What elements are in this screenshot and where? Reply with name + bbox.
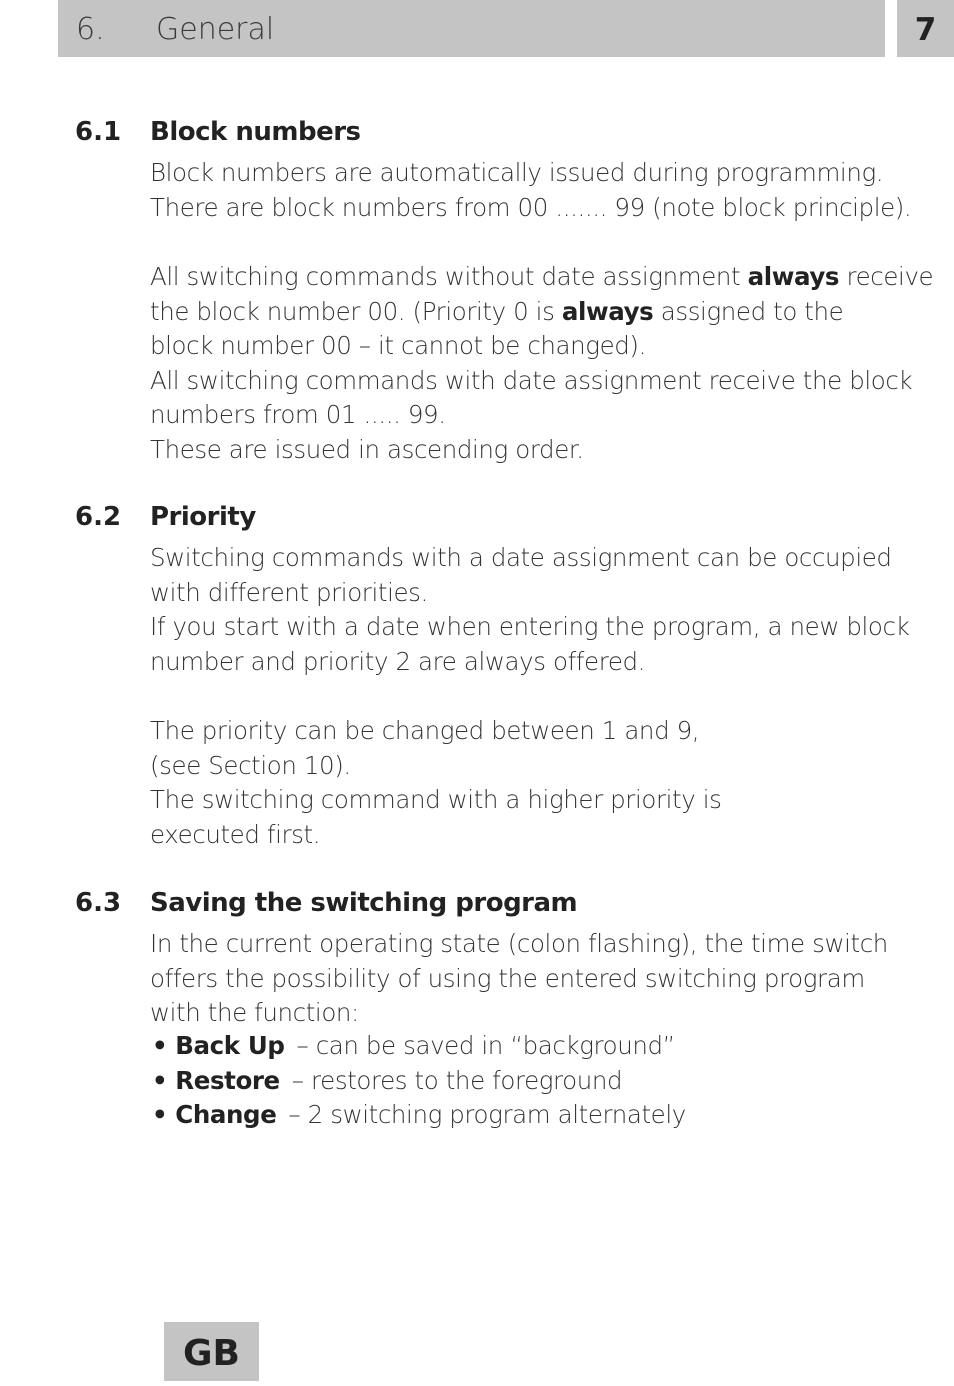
section-number: 6.3 [75,888,122,918]
text-line: The switching command with a higher priority is [150,785,722,814]
text-line: There are block numbers from 00 ....... 99 (note block principle). [150,192,912,222]
bullet-icon: • [152,1031,168,1060]
text-line: executed first. [150,819,321,849]
paragraph [150,927,888,1031]
paragraph [150,260,933,467]
list-item-restore [152,1066,622,1095]
text-line: the block number 00. (Priority 0 is always assigned to the [150,296,844,326]
language-code: GB [183,1333,240,1374]
page-number-box [897,0,954,57]
section-title: Priority [150,502,256,532]
section-title: Saving the switching program [150,888,578,918]
paragraph [150,156,911,225]
text-line: (see Section 10). [150,750,351,780]
text-line: offers the possibility of using the entered switching program [150,963,865,993]
bullet-text: – can be saved in “background” [296,1031,675,1060]
text-line: These are issued in ascending order. [150,434,584,464]
text-line: block number 00 – it cannot be changed). [150,331,646,360]
emphasis: always [747,262,840,291]
list-item-change [152,1100,686,1129]
chapter-header [58,0,885,57]
text-line: In the current operating state (colon flashing), the time switch [150,929,888,958]
text-line: Block numbers are automatically issued during programming. [150,158,884,187]
emphasis: always [561,296,654,326]
text-line: with different priorities. [150,577,428,607]
bullet-label: Change [175,1100,277,1129]
text-line: Switching commands with a date assignment can be occupied [150,543,892,572]
section-number: 6.2 [75,502,122,532]
text-line: All switching commands with date assignment receive the block [150,365,913,395]
text-line: number and priority 2 are always offered. [150,646,646,676]
text-line: If you start with a date when entering the program, a new block [150,612,910,641]
bullet-text: – restores to the foreground [291,1066,623,1095]
language-tag [164,1322,259,1381]
bullet-label: Back Up [175,1031,285,1060]
bullet-icon: • [152,1100,168,1129]
bullet-icon: • [152,1066,168,1095]
text-line: numbers from 01 ..... 99. [150,400,446,429]
paragraph [150,541,909,679]
chapter-number: 6. [76,12,105,47]
list-item-back-up [152,1031,675,1060]
section-title: Block numbers [150,117,361,147]
text-line: The priority can be changed between 1 and 9, [150,716,700,745]
bullet-label: Restore [175,1066,280,1095]
bullet-text: – 2 switching program alternately [288,1100,686,1129]
chapter-title: General [156,12,275,47]
paragraph [150,714,722,852]
section-number: 6.1 [75,117,122,147]
text-line: All switching commands without date assignment always receive [150,262,934,291]
text-line: with the function: [150,998,359,1027]
page-number: 7 [914,12,937,48]
